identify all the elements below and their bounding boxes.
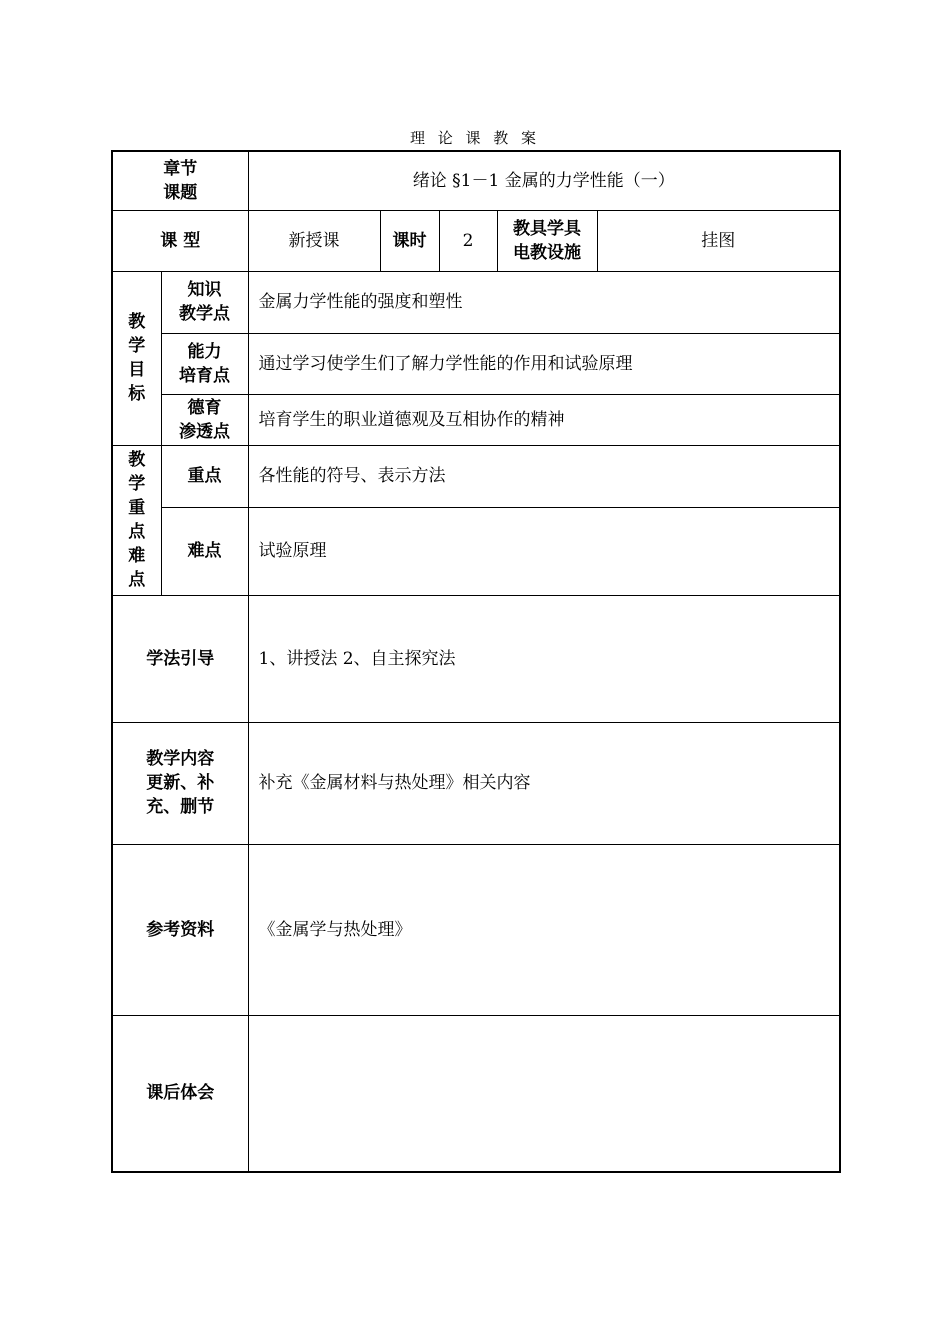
updates-label-line1: 教学内容 xyxy=(146,749,215,769)
focus-char: 点 xyxy=(128,522,146,542)
hours-value: 2 xyxy=(439,210,497,271)
moral-label xyxy=(161,394,248,445)
row-moral xyxy=(112,394,840,445)
lesson-plan-table xyxy=(111,150,841,1173)
objectives-char: 目 xyxy=(128,360,146,380)
objectives-group-label xyxy=(112,271,161,445)
row-difficult-point xyxy=(112,507,840,595)
topic-value: 绪论 §1－1 金属的力学性能（一） xyxy=(248,151,840,210)
methods-value: 1、讲授法 2、自主探究法 xyxy=(248,595,840,722)
key-point-value: 各性能的符号、表示方法 xyxy=(248,445,840,507)
document-title: 理 论 课 教 案 xyxy=(409,129,541,147)
row-ability xyxy=(112,333,840,394)
row-key-point xyxy=(112,445,840,507)
difficult-point-value: 试验原理 xyxy=(248,507,840,595)
equipment-label xyxy=(497,210,597,271)
updates-label xyxy=(112,722,248,844)
moral-value: 培育学生的职业道德观及互相协作的精神 xyxy=(248,394,840,445)
difficult-point-label: 难点 xyxy=(161,507,248,595)
focus-char: 重 xyxy=(128,498,146,518)
knowledge-label xyxy=(161,271,248,333)
focus-char: 学 xyxy=(128,474,146,494)
updates-label-line2: 更新、补 xyxy=(146,773,215,793)
knowledge-value: 金属力学性能的强度和塑性 xyxy=(248,271,840,333)
topic-label-line2: 课题 xyxy=(163,182,198,203)
references-value: 《金属学与热处理》 xyxy=(248,844,840,1015)
updates-value: 补充《金属材料与热处理》相关内容 xyxy=(248,722,840,844)
knowledge-label-line1: 知识 xyxy=(187,280,222,300)
equipment-value: 挂图 xyxy=(597,210,840,271)
ability-label xyxy=(161,333,248,394)
objectives-char: 标 xyxy=(128,384,146,404)
row-topic xyxy=(112,151,840,210)
ability-label-line2: 培育点 xyxy=(179,365,230,386)
equipment-label-line1: 教具学具 xyxy=(513,218,581,239)
moral-label-line2: 渗透点 xyxy=(179,421,230,442)
focus-char: 教 xyxy=(128,450,146,470)
reflection-label: 课后体会 xyxy=(112,1015,248,1172)
row-knowledge xyxy=(112,271,840,333)
hours-label: 课时 xyxy=(380,210,439,271)
knowledge-label-line2: 教学点 xyxy=(179,304,230,324)
type-label: 课 型 xyxy=(112,210,248,271)
focus-group-label xyxy=(112,445,161,595)
row-references xyxy=(112,844,840,1015)
updates-label-line3: 充、删节 xyxy=(146,797,215,817)
row-updates xyxy=(112,722,840,844)
equipment-label-line2: 电教设施 xyxy=(513,242,581,263)
focus-char: 点 xyxy=(128,570,146,590)
topic-label-line1: 章节 xyxy=(163,158,198,179)
reflection-value[interactable] xyxy=(248,1015,840,1172)
row-methods xyxy=(112,595,840,722)
row-reflection xyxy=(112,1015,840,1172)
moral-label-line1: 德育 xyxy=(187,397,222,418)
type-value: 新授课 xyxy=(248,210,380,271)
methods-label: 学法引导 xyxy=(112,595,248,722)
row-type xyxy=(112,210,840,271)
objectives-char: 学 xyxy=(128,336,146,356)
topic-label xyxy=(112,151,248,210)
ability-value: 通过学习使学生们了解力学性能的作用和试验原理 xyxy=(248,333,840,394)
focus-char: 难 xyxy=(128,546,146,566)
ability-label-line1: 能力 xyxy=(187,341,222,362)
references-label: 参考资料 xyxy=(112,844,248,1015)
objectives-char: 教 xyxy=(128,312,146,332)
key-point-label: 重点 xyxy=(161,445,248,507)
